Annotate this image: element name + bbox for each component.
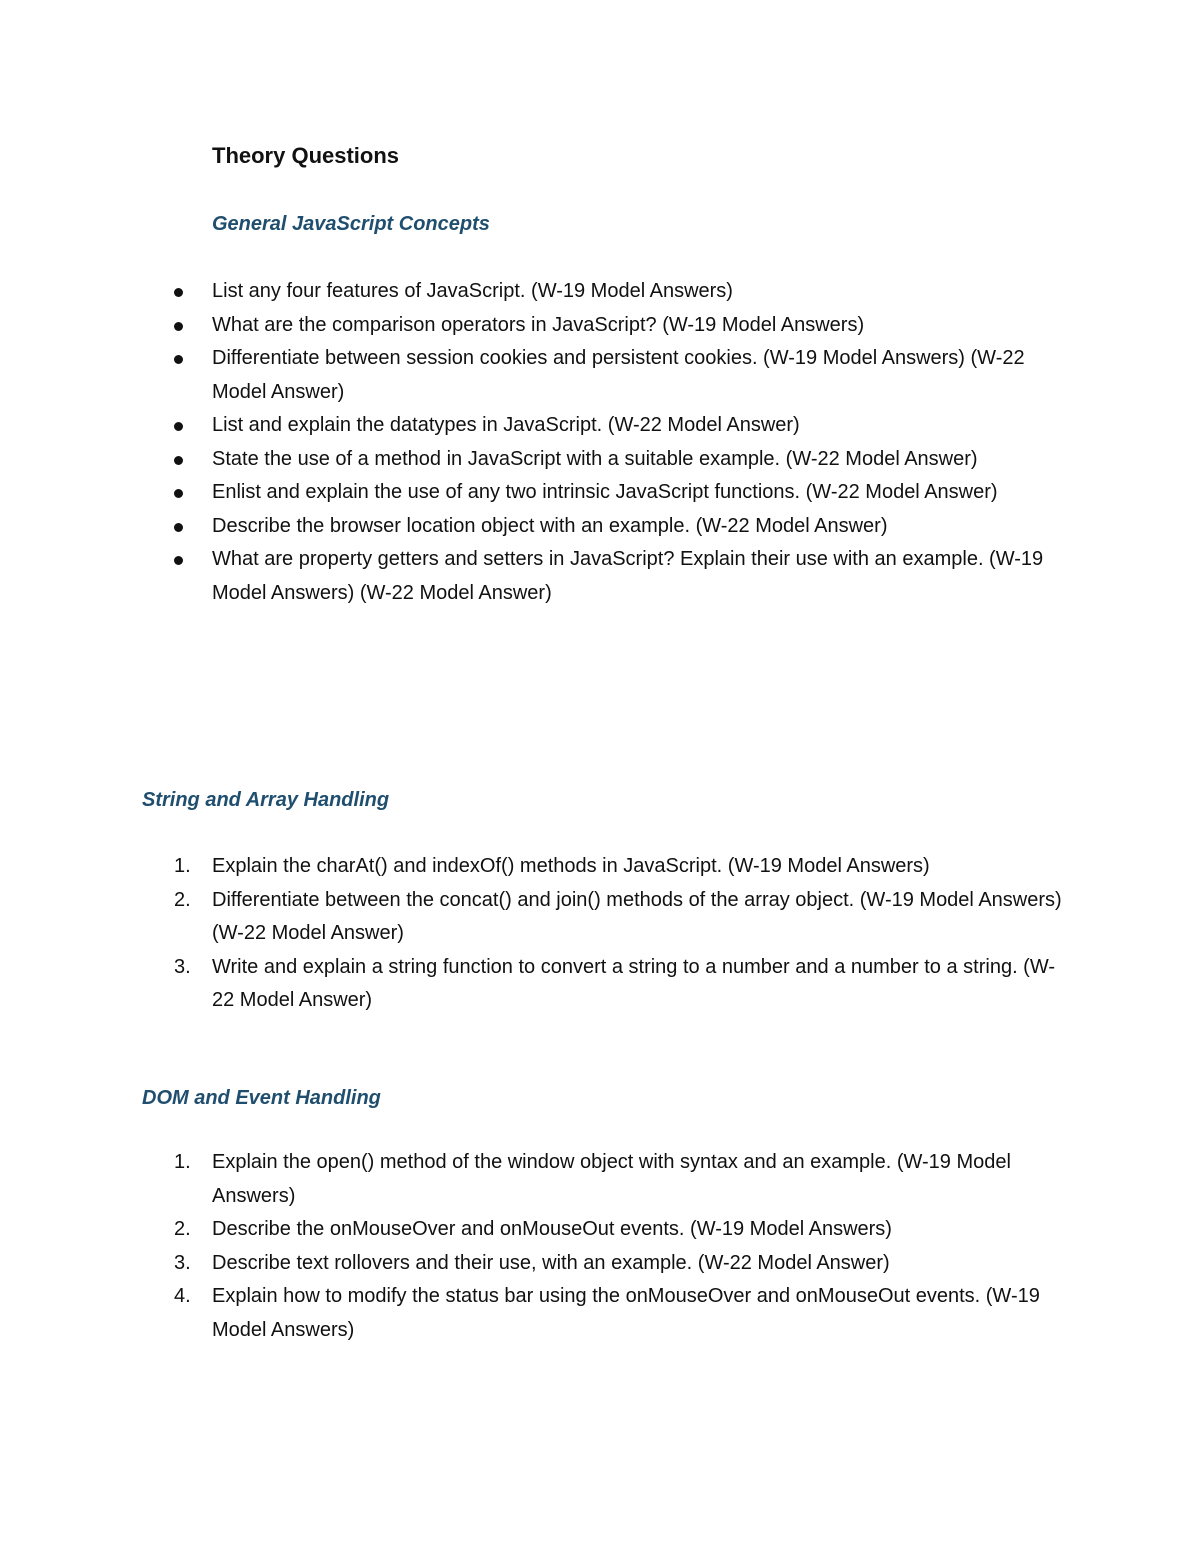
question-text: Describe the onMouseOver and onMouseOut events. (W-19 Model Answers) xyxy=(212,1218,892,1240)
question-text: List any four features of JavaScript. (W-19 Model Answers) xyxy=(212,280,733,302)
question-text: What are the comparison operators in JavaScript? (W-19 Model Answers) xyxy=(212,313,865,336)
list-item xyxy=(212,543,1072,610)
list-item xyxy=(212,342,1072,409)
question-text: Explain the open() method of the window object with syntax and an example. (W-19 Model Answers) xyxy=(212,1151,1011,1207)
bullet-icon xyxy=(174,489,183,498)
list-item xyxy=(212,510,1072,544)
list-item xyxy=(174,1247,1072,1281)
bullet-icon xyxy=(174,456,183,465)
list-item xyxy=(174,884,1072,951)
list-item xyxy=(212,275,1072,309)
question-text: What are property getters and setters in JavaScript? Explain their use with an example. (W-19 Model Answers) (W-22 Model Answer) xyxy=(212,548,1044,604)
question-list-general-javascript xyxy=(212,275,1072,610)
list-item xyxy=(212,409,1072,443)
item-number: 3. xyxy=(174,955,191,978)
bullet-icon xyxy=(174,322,183,331)
item-number: 2. xyxy=(174,888,191,911)
question-list-dom-event xyxy=(174,1146,1072,1347)
question-text: Differentiate between the concat() and join() methods of the array object. (W-19 Model Answers) (W-22 Model Answer) xyxy=(212,888,1062,944)
bullet-icon xyxy=(174,422,183,431)
question-text: Describe text rollovers and their use, with an example. (W-22 Model Answer) xyxy=(212,1251,890,1274)
question-list-string-array xyxy=(174,850,1072,1018)
bullet-icon xyxy=(174,523,183,532)
list-item xyxy=(174,1146,1072,1213)
section-heading-string-array: String and Array Handling xyxy=(142,789,390,811)
item-number: 1. xyxy=(174,855,191,877)
question-text: List and explain the datatypes in JavaScript. (W-22 Model Answer) xyxy=(212,414,800,436)
list-item xyxy=(174,1280,1072,1347)
list-item xyxy=(212,443,1072,477)
item-number: 4. xyxy=(174,1285,191,1307)
item-number: 1. xyxy=(174,1151,191,1173)
bullet-icon xyxy=(174,556,183,565)
question-text: Differentiate between session cookies and persistent cookies. (W-19 Model Answers) (W-22 Model Answer) xyxy=(212,347,1025,403)
question-text: Enlist and explain the use of any two intrinsic JavaScript functions. (W-22 Model Answer) xyxy=(212,481,998,503)
question-text: Describe the browser location object with an example. (W-22 Model Answer) xyxy=(212,514,888,537)
page-title: Theory Questions xyxy=(212,143,400,168)
list-item xyxy=(212,476,1072,510)
section-heading-dom-event: DOM and Event Handling xyxy=(142,1087,381,1109)
question-text: Write and explain a string function to convert a string to a number and a number to a string. (W-22 Model Answer) xyxy=(212,955,1056,1011)
section-heading-general-javascript: General JavaScript Concepts xyxy=(212,213,490,235)
list-item xyxy=(174,850,1072,884)
question-text: State the use of a method in JavaScript with a suitable example. (W-22 Model Answer) xyxy=(212,447,978,470)
bullet-icon xyxy=(174,355,183,364)
question-text: Explain how to modify the status bar using the onMouseOver and onMouseOut events. (W-19 Model Answers) xyxy=(212,1285,1040,1341)
bullet-icon xyxy=(174,288,183,297)
list-item xyxy=(212,309,1072,343)
list-item xyxy=(174,951,1072,1018)
item-number: 2. xyxy=(174,1218,191,1240)
list-item xyxy=(174,1213,1072,1247)
item-number: 3. xyxy=(174,1251,191,1274)
question-text: Explain the charAt() and indexOf() methods in JavaScript. (W-19 Model Answers) xyxy=(212,855,930,877)
